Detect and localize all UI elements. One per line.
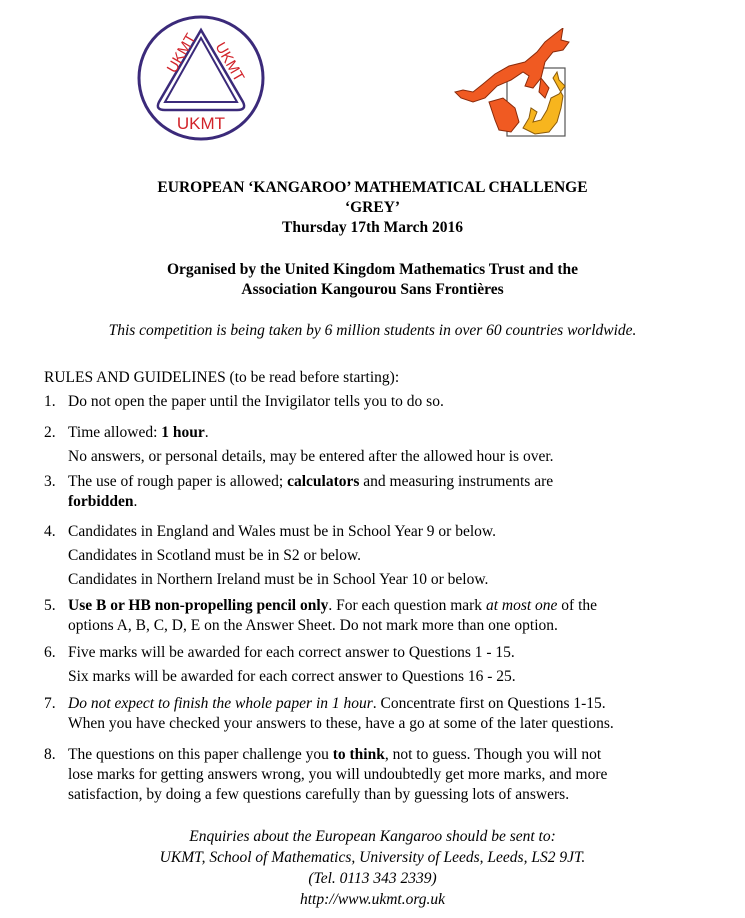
enquiries-website-link[interactable]: http://www.ukmt.org.uk bbox=[299, 891, 446, 908]
ukmt-logo-text-right: UKMT bbox=[211, 39, 248, 85]
rule-number: 8. bbox=[44, 746, 56, 763]
challenge-title-block bbox=[0, 178, 745, 238]
enquiries-phone: (Tel. 0113 343 2339) bbox=[308, 870, 437, 887]
rule-emphasis: to think bbox=[332, 746, 385, 763]
enquiries-block bbox=[0, 826, 745, 910]
rule-text: and measuring instruments are bbox=[359, 473, 554, 490]
rule-number: 1. bbox=[44, 393, 56, 410]
enquiries-address: UKMT, School of Mathematics, University of Leeds, Leeds, LS2 9JT. bbox=[159, 849, 586, 866]
rule-text: The questions on this paper challenge you bbox=[68, 746, 333, 763]
ukmt-logo bbox=[135, 14, 267, 142]
rule-text: Candidates in Northern Ireland must be in School Year 10 or below. bbox=[68, 571, 489, 588]
rule-emphasis: 1 hour bbox=[161, 424, 205, 441]
rule-text: options A, B, C, D, E on the Answer Sheet. Do not mark more than one option. bbox=[68, 617, 558, 634]
challenge-date: Thursday 17th March 2016 bbox=[282, 219, 463, 236]
rule-3 bbox=[44, 472, 694, 512]
challenge-level: ‘GREY’ bbox=[344, 199, 401, 216]
rule-number: 4. bbox=[44, 523, 56, 540]
rule-4 bbox=[44, 522, 694, 590]
rule-text: Six marks will be awarded for each correct answer to Questions 16 - 25. bbox=[68, 668, 516, 685]
rule-text: Do not open the paper until the Invigilator tells you to do so. bbox=[68, 393, 444, 410]
rule-text: . bbox=[204, 424, 209, 441]
rule-text: . Concentrate first on Questions 1-15. bbox=[372, 695, 606, 712]
rule-text: . bbox=[133, 493, 138, 510]
rule-6 bbox=[44, 643, 694, 687]
rule-text: No answers, or personal details, may be entered after the allowed hour is over. bbox=[68, 448, 554, 465]
rule-1 bbox=[44, 392, 694, 412]
organiser-line-1: Organised by the United Kingdom Mathematics Trust and the bbox=[166, 261, 579, 278]
challenge-title: EUROPEAN ‘KANGAROO’ MATHEMATICAL CHALLENGE bbox=[157, 179, 588, 196]
organiser-block bbox=[0, 260, 745, 300]
ukmt-logo-text-bottom: UKMT bbox=[176, 114, 226, 133]
rule-emphasis: forbidden bbox=[68, 493, 134, 510]
rule-text: lose marks for getting answers wrong, you will undoubtedly get more marks, and more bbox=[68, 766, 608, 783]
rule-text: Candidates in Scotland must be in S2 or below. bbox=[68, 547, 362, 564]
rule-number: 6. bbox=[44, 644, 56, 661]
rule-7 bbox=[44, 694, 694, 734]
kangaroo-logo bbox=[445, 28, 575, 140]
organiser-line-2: Association Kangourou Sans Frontières bbox=[241, 281, 504, 298]
intro-text: This competition is being taken by 6 million students in over 60 countries worldwide. bbox=[108, 322, 637, 339]
rule-number: 7. bbox=[44, 695, 56, 712]
rule-text: Time allowed: bbox=[68, 424, 162, 441]
rule-text: satisfaction, by doing a few questions carefully than by guessing lots of answers. bbox=[68, 786, 570, 803]
enquiries-line-1: Enquiries about the European Kangaroo should be sent to: bbox=[189, 828, 556, 845]
rule-emphasis-italic: Do not expect to finish the whole paper in 1 hour bbox=[68, 695, 373, 712]
rule-number: 3. bbox=[44, 473, 56, 490]
rules-heading: RULES AND GUIDELINES (to be read before starting): bbox=[44, 369, 400, 386]
rule-number: 5. bbox=[44, 597, 56, 614]
rule-text: , not to guess. Though you will not bbox=[384, 746, 602, 763]
rule-emphasis-italic: at most one bbox=[485, 597, 558, 614]
rule-text: When you have checked your answers to these, have a go at some of the later questions. bbox=[68, 715, 614, 732]
rule-text: of the bbox=[557, 597, 598, 614]
rule-emphasis: calculators bbox=[287, 473, 360, 490]
rule-2 bbox=[44, 423, 694, 467]
rule-text: Five marks will be awarded for each correct answer to Questions 1 - 15. bbox=[68, 644, 515, 661]
rule-text: . For each question mark bbox=[328, 597, 486, 614]
rule-text: The use of rough paper is allowed; bbox=[68, 473, 288, 490]
rule-number: 2. bbox=[44, 424, 56, 441]
rule-5 bbox=[44, 596, 694, 636]
rule-8 bbox=[44, 745, 694, 805]
ukmt-logo-text-left: UKMT bbox=[163, 30, 200, 76]
rule-text: Candidates in England and Wales must be in School Year 9 or below. bbox=[68, 523, 496, 540]
rule-emphasis: Use B or HB non-propelling pencil only bbox=[68, 597, 329, 614]
